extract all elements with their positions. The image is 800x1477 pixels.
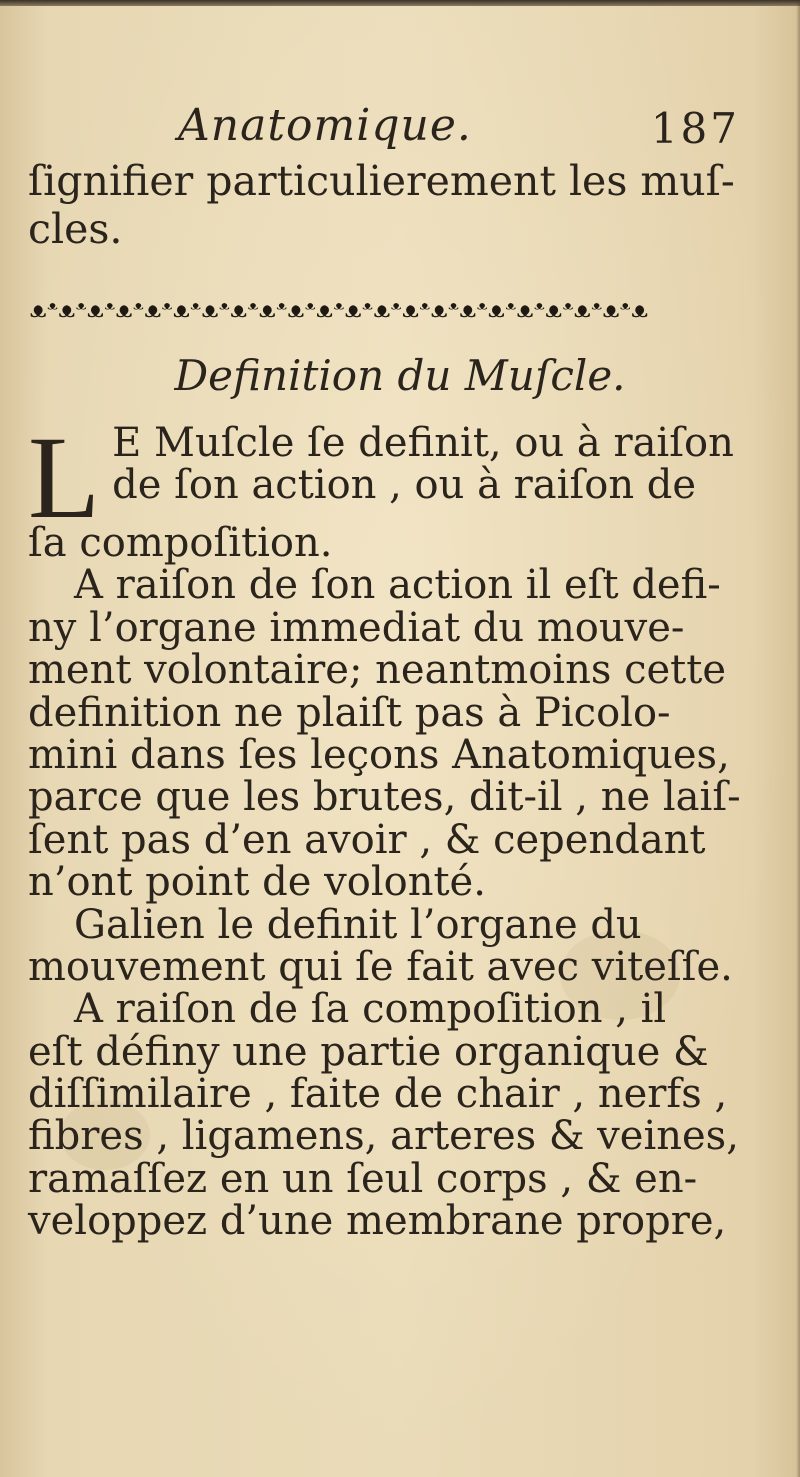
text-line: ſa compoſition. [28, 520, 333, 566]
paragraph [28, 986, 739, 1245]
page-right-edge [796, 0, 800, 1477]
text-line: de ſon action , ou à raiſon de [112, 462, 697, 509]
text-line: ramaſſez en un ſeul corps , & en- [28, 1155, 698, 1202]
text-line: ment volontaire; neantmoins cette [28, 647, 726, 694]
running-title: Anatomique. [178, 100, 472, 151]
text-line: cles. [28, 205, 123, 253]
text-line: mouvement qui ſe fait avec viteſſe. [28, 943, 733, 990]
text-line: A raiſon de ſa compoſition , il [74, 986, 667, 1033]
text-line: Galien le definit l’organe du [74, 901, 642, 948]
text-line: mini dans ſes leçons Anatomiques, [28, 731, 730, 778]
section-heading: Definition du Muſcle. [174, 351, 626, 400]
paragraph [28, 412, 734, 566]
text-line: veloppez d’une membrane propre, [28, 1198, 727, 1245]
text-line: diſſimilaire , faite de chair , nerfs , [28, 1071, 728, 1118]
text-line: n’ont point de volonté. [28, 859, 486, 906]
text-line: definition ne plaiſt pas à Picolo- [28, 689, 671, 736]
text-line: eſt définy une partie organique & [28, 1028, 709, 1075]
page-top-edge [0, 0, 800, 6]
text-line: ſent pas d’en avoir , & cependant [28, 816, 706, 863]
text-line: ſignifier particulierement les muſ- [28, 157, 735, 205]
paragraph [28, 562, 741, 906]
paragraph [28, 901, 733, 990]
text-line: fibres , ligamens, arteres & veines, [28, 1113, 739, 1160]
printers-ornament-band: ᴥᵜᴥᵜᴥᵜᴥᵜᴥᵜᴥᵜᴥᵜᴥᵜᴥᵜᴥᵜᴥᵜᴥᵜᴥᵜᴥᵜᴥᵜᴥᵜᴥᵜᴥᵜᴥᵜᴥᵜᴥᵜᴥ [30, 298, 649, 323]
drop-cap: L [28, 412, 101, 543]
text-line: A raiſon de ſon action il eſt defi- [74, 562, 721, 609]
running-head [40, 100, 740, 160]
page-number: 187 [650, 104, 740, 153]
text-line: E Muſcle ſe definit, ou à raiſon [112, 420, 734, 466]
text-line: ny l’organe immediat du mouve- [28, 604, 685, 651]
section-body [28, 412, 741, 1245]
text-line: parce que les brutes, dit-il , ne laiſ- [28, 774, 741, 821]
preceding-text [28, 157, 735, 253]
